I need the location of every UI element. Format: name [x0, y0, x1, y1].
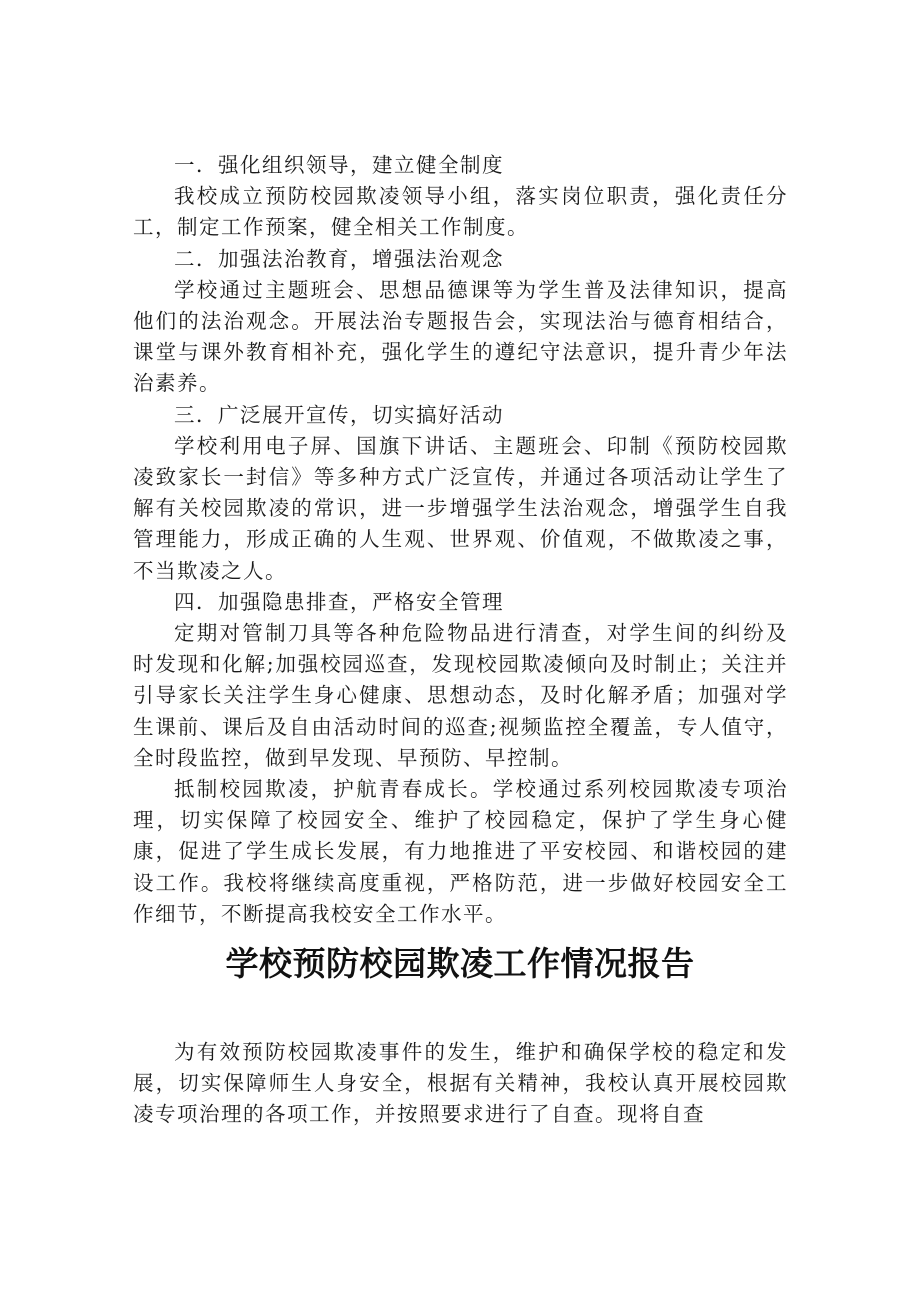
document-body [133, 150, 788, 930]
section-heading-3: 三．广泛展开宣传，切实搞好活动 [174, 402, 504, 427]
report-title: 学校预防校园欺凌工作情况报告 [225, 944, 695, 983]
section-heading-1: 一．强化组织领导，建立健全制度 [174, 153, 504, 177]
report-intro-paragraph: 为有效预防校园欺凌事件的发生，维护和确保学校的稳定和发展，切实保障师生人身安全，根据有关精神，我校认真开展校园欺凌专项治理的各项工作，并按照要求进行了自查。现将自查 [133, 1040, 788, 1127]
section-paragraph-2: 学校通过主题班会、思想品德课等为学生普及法律知识，提高他们的法治观念。开展法治专题报告会，实现法治与德育相结合，课堂与课外教育相补充，强化学生的遵纪守法意识，提升青少年法治素养。 [133, 277, 788, 396]
section-heading-2: 二．加强法治教育，增强法治观念 [174, 246, 504, 271]
section-paragraph-1: 我校成立预防校园欺凌领导小组，落实岗位职责，强化责任分工，制定工作预案，健全相关工作制度。 [133, 184, 788, 240]
report-body [133, 1037, 788, 1131]
section-paragraph-4: 定期对管制刀具等各种危险物品进行清查，对学生间的纠纷及时发现和化解;加强校园巡查，发现校园欺凌倾向及时制止；关注并引导家长关注学生身心健康、思想动态，及时化解矛盾；加强对学生课前、课后及自由活动时间的巡查;视频监控全覆盖，专人值守，全时段监控，做到早发现、早预防、早控制。 [133, 621, 788, 770]
section-heading-4: 四．加强隐患排查，严格安全管理 [174, 589, 504, 614]
section-paragraph-3: 学校利用电子屏、国旗下讲话、主题班会、印制《预防校园欺凌致家长一封信》等多种方式广泛宣传，并通过各项活动让学生了解有关校园欺凌的常识，进一步增强学生法治观念，增强学生自我管理能力，形成正确的人生观、世界观、价值观，不做欺凌之事，不当欺凌之人。 [133, 433, 788, 583]
conclusion-paragraph: 抵制校园欺凌，护航青春成长。学校通过系列校园欺凌专项治理，切实保障了校园安全、维护了校园稳定，保护了学生身心健康，促进了学生成长发展，有力地推进了平安校园、和谐校园的建设工作。我校将继续高度重视，严格防范，进一步做好校园安全工作细节，不断提高我校安全工作水平。 [133, 777, 788, 926]
